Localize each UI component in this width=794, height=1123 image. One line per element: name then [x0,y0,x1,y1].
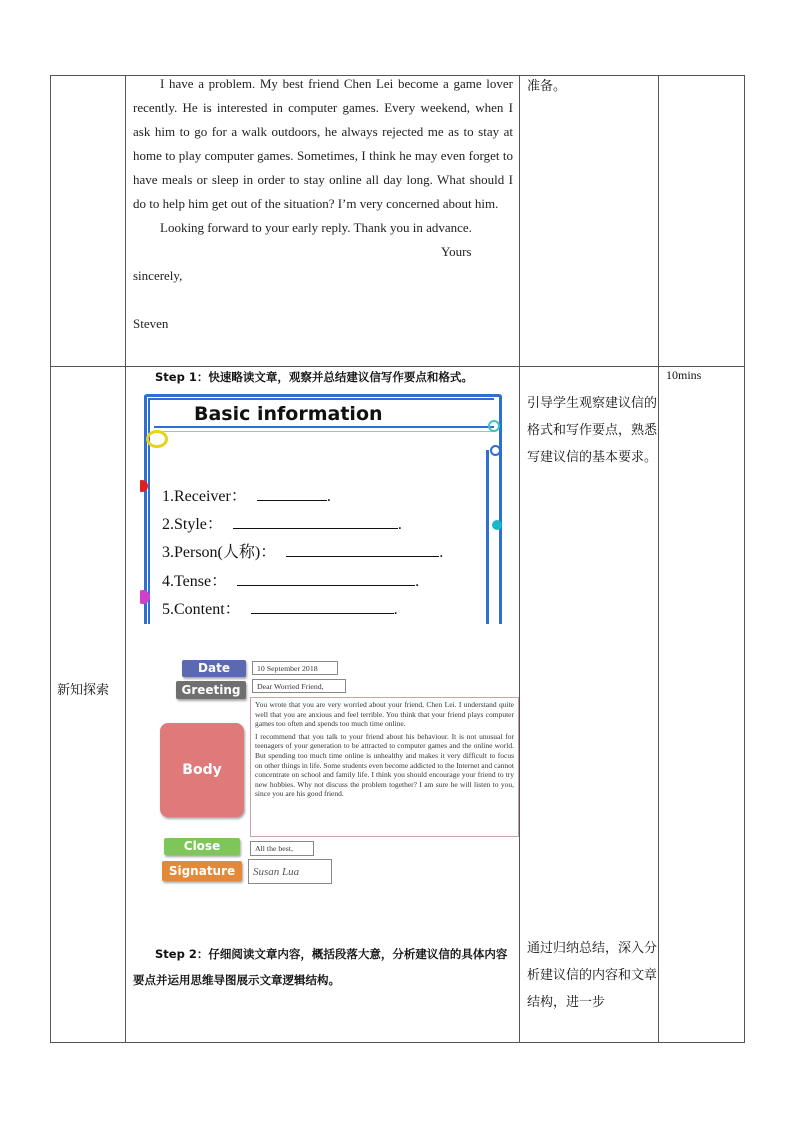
table-border-left [50,75,51,1043]
table-border-bottom [50,1042,745,1043]
ring-yellow-icon [146,430,168,448]
signature-value: Susan Lua [248,859,332,884]
letter-text [133,72,513,336]
table-border-right [744,75,745,1043]
table-row-divider [50,366,745,367]
letter-paragraph-2: Looking forward to your early reply. Thank you in advance. [160,220,472,235]
step1-note: 引导学生观察建议信的格式和写作要点，熟悉写建议信的基本要求。 [527,396,658,465]
time-allocation: 10mins [666,368,702,382]
ring-blue-icon [490,445,501,456]
step2-note: 通过归纳总结，深入分析建议信的内容和文章结构，进一步 [527,941,658,1010]
row1-note: 准备。 [527,79,567,94]
card-title-rule-thin [154,431,494,432]
signature-tag: Signature [162,861,242,881]
table-column-divider [658,75,659,1043]
teal-tab-icon [492,520,502,530]
row-label-new-knowledge: 新知探索 [57,683,110,698]
table-column-divider [519,75,520,1043]
letter-signature: Steven [133,316,169,331]
close-tag: Close [164,838,240,855]
letter-closing-sincerely: sincerely, [133,268,183,283]
body-paragraph-2: I recommend that you talk to your friend about his behaviour. It is not unusual for teenagers of your generation to be attracted to computer games and the online world. But spending too much time online is unhealthy and makes it very difficult to focus on other things in life. Some students even become addicted to the Internet and cannot concentrate on school and family life. I think you should encourage your friend to try new hobbies. Why not discuss the problem together? I am sure he will listen to you, since you are his good friend. [255,731,514,799]
card-title: Basic information [194,403,383,425]
body-tag: Body [160,723,244,817]
letter-closing-yours: Yours [441,244,472,259]
ring-teal-icon [488,420,500,432]
date-tag: Date [182,660,246,677]
body-text [250,697,519,837]
basic-info-item-tense: 4.Tense： . [162,573,420,590]
letter-paragraph-1: I have a problem. My best friend Chen Lei become a game lover recently. He is interested in computer games. Every weekend, when I ask him to go for a walk outdoors, he always rejected me as to stay at home to play computer games. Sometimes, I think he may even forget to have meals or sleep in order to stay online all day long. What should I do to help him get out of the situation? I’m very concerned about him. [133,76,513,211]
basic-info-item-style: 2.Style： . [162,516,402,533]
card-right-rule [486,450,489,624]
basic-info-item-content: 5.Content： . [162,601,398,618]
body-paragraph-1: You wrote that you are very worried about your friend, Chen Lei. I understand quite well that you are anxious and feel terrible. You think that your friend plays computer games too often and spends too much time online. [255,700,514,729]
greeting-value: Dear Worried Friend, [252,679,346,693]
basic-information-card [140,390,504,624]
card-title-rule [154,426,494,428]
close-value: All the best, [250,841,314,856]
date-value: 10 September 2018 [252,661,338,675]
basic-info-item-person: 3.Person(人称)： . [162,544,444,561]
table-column-divider [125,75,126,1043]
basic-info-item-receiver: 1.Receiver： . [162,488,331,505]
step2-instruction: Step 2：仔细阅读文章内容，概括段落大意，分析建议信的具体内容要点并运用思维导图展示文章逻辑结构。 [133,947,508,987]
step1-instruction: Step 1：快速略读文章，观察并总结建议信写作要点和格式。 [155,370,473,384]
greeting-tag: Greeting [176,681,246,699]
